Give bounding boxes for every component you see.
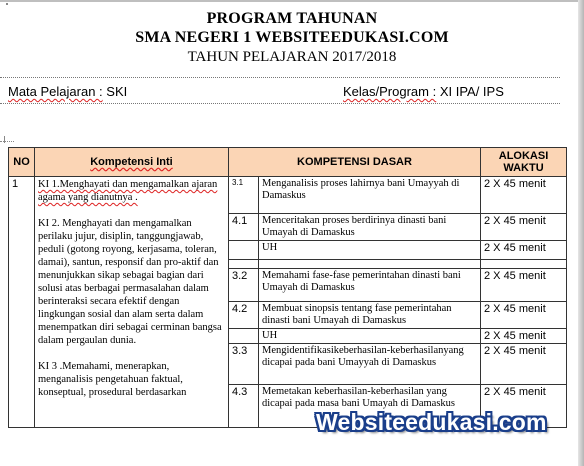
table-header-row xyxy=(9,148,567,177)
ki-2: KI 2. Menghayati dan mengamalkan perilaku jujur, disiplin, tanggungjawab, peduli (gotong royong, kerjasama, toleran, damai), santun, responsif dan pro-aktif dan menunjukkan sikap sebagai bagian dari solusi atas berbagai permasalahan dalam berinteraksi secara efektif dengan lingkungan sosial dan alam serta dalam menempatkan diri sebagai cerminan bangsa dalam pergaulan dunia. xyxy=(38,218,222,346)
watermark-logo: Websiteedukasi.com xyxy=(316,409,547,435)
header-kompetensi-dasar: KOMPETENSI DASAR xyxy=(229,148,481,177)
margin-tick xyxy=(4,136,9,143)
kd-text: Membuat sinopsis tentang fase pemerintahan dinasti bani Umayah di Damaskus xyxy=(259,302,481,329)
subject-label: Mata Pelajaran : xyxy=(8,84,103,99)
alokasi-waktu: 2 X 45 menit xyxy=(481,177,567,214)
row-number: 1 xyxy=(9,177,35,428)
kompetensi-inti-cell xyxy=(35,177,229,428)
table-row xyxy=(9,177,567,214)
alokasi-waktu: 2 X 45 menit xyxy=(481,241,567,260)
alokasi-waktu: 2 X 45 menit xyxy=(481,329,567,344)
alokasi-waktu: 2 X 45 menit xyxy=(481,302,567,329)
kd-number: 3.3 xyxy=(229,344,259,385)
kd-text: Menceritakan proses berdirinya dinasti bani Umayah di Damaskus xyxy=(259,214,481,241)
alokasi-waktu: 2 X 45 menit xyxy=(481,214,567,241)
annual-program-table xyxy=(8,147,567,428)
header-kompetensi-inti: Kompetensi Inti xyxy=(35,148,229,177)
class-label: Kelas/Program : xyxy=(343,84,437,99)
kd-number: 4.2 xyxy=(229,302,259,329)
header-separator-bottom xyxy=(0,103,560,104)
corner-mark xyxy=(6,3,8,5)
page-top-edge xyxy=(0,0,584,2)
kd-text: Mengidentifikasikeberhasilan-keberhasilanyang dicapai pada bani Umayyah di Damaskus xyxy=(259,344,481,385)
header-separator-top xyxy=(0,77,560,78)
page-right-edge xyxy=(578,0,584,466)
school-name: SMA NEGERI 1 WEBSITEEDUKASI.COM xyxy=(135,29,449,46)
class-info xyxy=(343,84,504,99)
kd-number: 3.2 xyxy=(229,269,259,302)
kd-text: UH xyxy=(259,241,481,260)
kd-text: Memetakan keberhasilan-keberhasilan yang dicapai pada masa bani Umayah di Damaskus xyxy=(259,385,481,428)
ki-1: KI 1.Menghayati dan mengamalkan ajaran agama yang dianutnya . xyxy=(38,179,218,203)
academic-year: TAHUN PELAJARAN 2017/2018 xyxy=(187,49,397,65)
subject-value: SKI xyxy=(106,84,128,99)
kd-number xyxy=(229,241,259,260)
alokasi-waktu: 2 X 45 menit xyxy=(481,385,567,428)
kd-text: UH xyxy=(259,329,481,344)
kd-text: Memahami fase-fase pemerintahan dinasti bani Umayah di Damaskus xyxy=(259,269,481,302)
header-no: NO xyxy=(9,148,35,177)
subject-info xyxy=(8,84,127,99)
alokasi-waktu: 2 X 45 menit xyxy=(481,344,567,385)
kd-text: Menganalisis proses lahirnya bani Umayyah di Damaskus xyxy=(259,177,481,214)
kd-number: 4.1 xyxy=(229,214,259,241)
kd-number: 4.3 xyxy=(229,385,259,428)
document-title: PROGRAM TAHUNAN xyxy=(206,10,378,27)
ki-3: KI 3 .Memahami, menerapkan, menganalisis pengetahuan faktual, konseptual, prosedural berdasarkan xyxy=(38,361,187,398)
kd-number xyxy=(229,329,259,344)
class-value: XI IPA/ IPS xyxy=(439,84,504,99)
alokasi-waktu: 2 X 45 menit xyxy=(481,269,567,302)
header-alokasi-waktu: ALOKASI WAKTU xyxy=(481,148,567,177)
kd-number: 3.1 xyxy=(229,177,259,214)
